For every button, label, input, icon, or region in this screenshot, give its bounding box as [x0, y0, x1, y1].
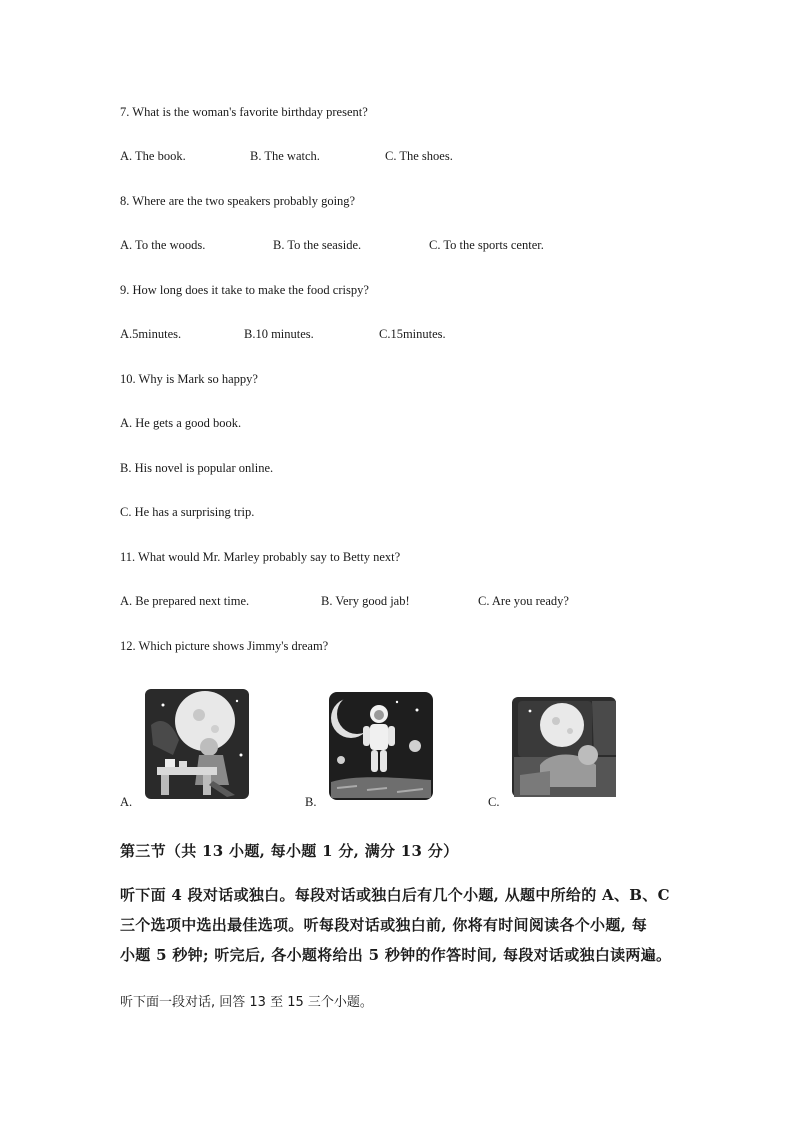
section-3-instruction-line-3: 小题 5 秒钟; 听完后, 各小题将给出 5 秒钟的作答时间, 每段对话或独白读两遍。 [120, 946, 672, 964]
q9-option-a: A.5minutes. [120, 327, 182, 341]
q10-option-a: A. He gets a good book. [120, 416, 242, 430]
section-3-note: 听下面一段对话, 回答 13 至 15 三个小题。 [120, 995, 373, 1010]
q8-option-a: A. To the woods. [120, 238, 206, 252]
q7-option-b: B. The watch. [250, 149, 320, 163]
picture-a-workbench-image [143, 685, 253, 803]
q12-option-c-label: C. [488, 795, 500, 809]
section-3-heading: 第三节（共 13 小题, 每小题 1 分, 满分 13 分） [120, 842, 459, 860]
q11-option-b: B. Very good jab! [321, 594, 410, 608]
q10-option-c: C. He has a surprising trip. [120, 505, 255, 519]
question-10: 10. Why is Mark so happy? [120, 372, 258, 386]
q12-option-a-label: A. [120, 795, 133, 809]
q7-option-c: C. The shoes. [385, 149, 453, 163]
picture-b-astronaut-image [327, 690, 435, 804]
q10-option-b: B. His novel is popular online. [120, 461, 274, 475]
question-7: 7. What is the woman's favorite birthday present? [120, 105, 368, 119]
question-12: 12. Which picture shows Jimmy's dream? [120, 639, 329, 653]
q9-option-b: B.10 minutes. [244, 327, 314, 341]
section-3-instruction-line-2: 三个选项中选出最佳选项。听每段对话或独白前, 你将有时间阅读各个小题, 每 [120, 916, 647, 934]
question-8: 8. Where are the two speakers probably going? [120, 194, 356, 208]
question-11: 11. What would Mr. Marley probably say to Betty next? [120, 550, 401, 564]
q12-option-b-label: B. [305, 795, 317, 809]
q8-option-b: B. To the seaside. [273, 238, 362, 252]
section-3-instruction-line-1: 听下面 4 段对话或独白。每段对话或独白后有几个小题, 从题中所给的 A、B、C [120, 886, 670, 904]
q9-option-c: C.15minutes. [379, 327, 446, 341]
q11-option-a: A. Be prepared next time. [120, 594, 250, 608]
q7-option-a: A. The book. [120, 149, 186, 163]
picture-c-bedroom-image [510, 695, 618, 801]
q11-option-c: C. Are you ready? [478, 594, 569, 608]
question-9: 9. How long does it take to make the food crispy? [120, 283, 369, 297]
q8-option-c: C. To the sports center. [429, 238, 544, 252]
